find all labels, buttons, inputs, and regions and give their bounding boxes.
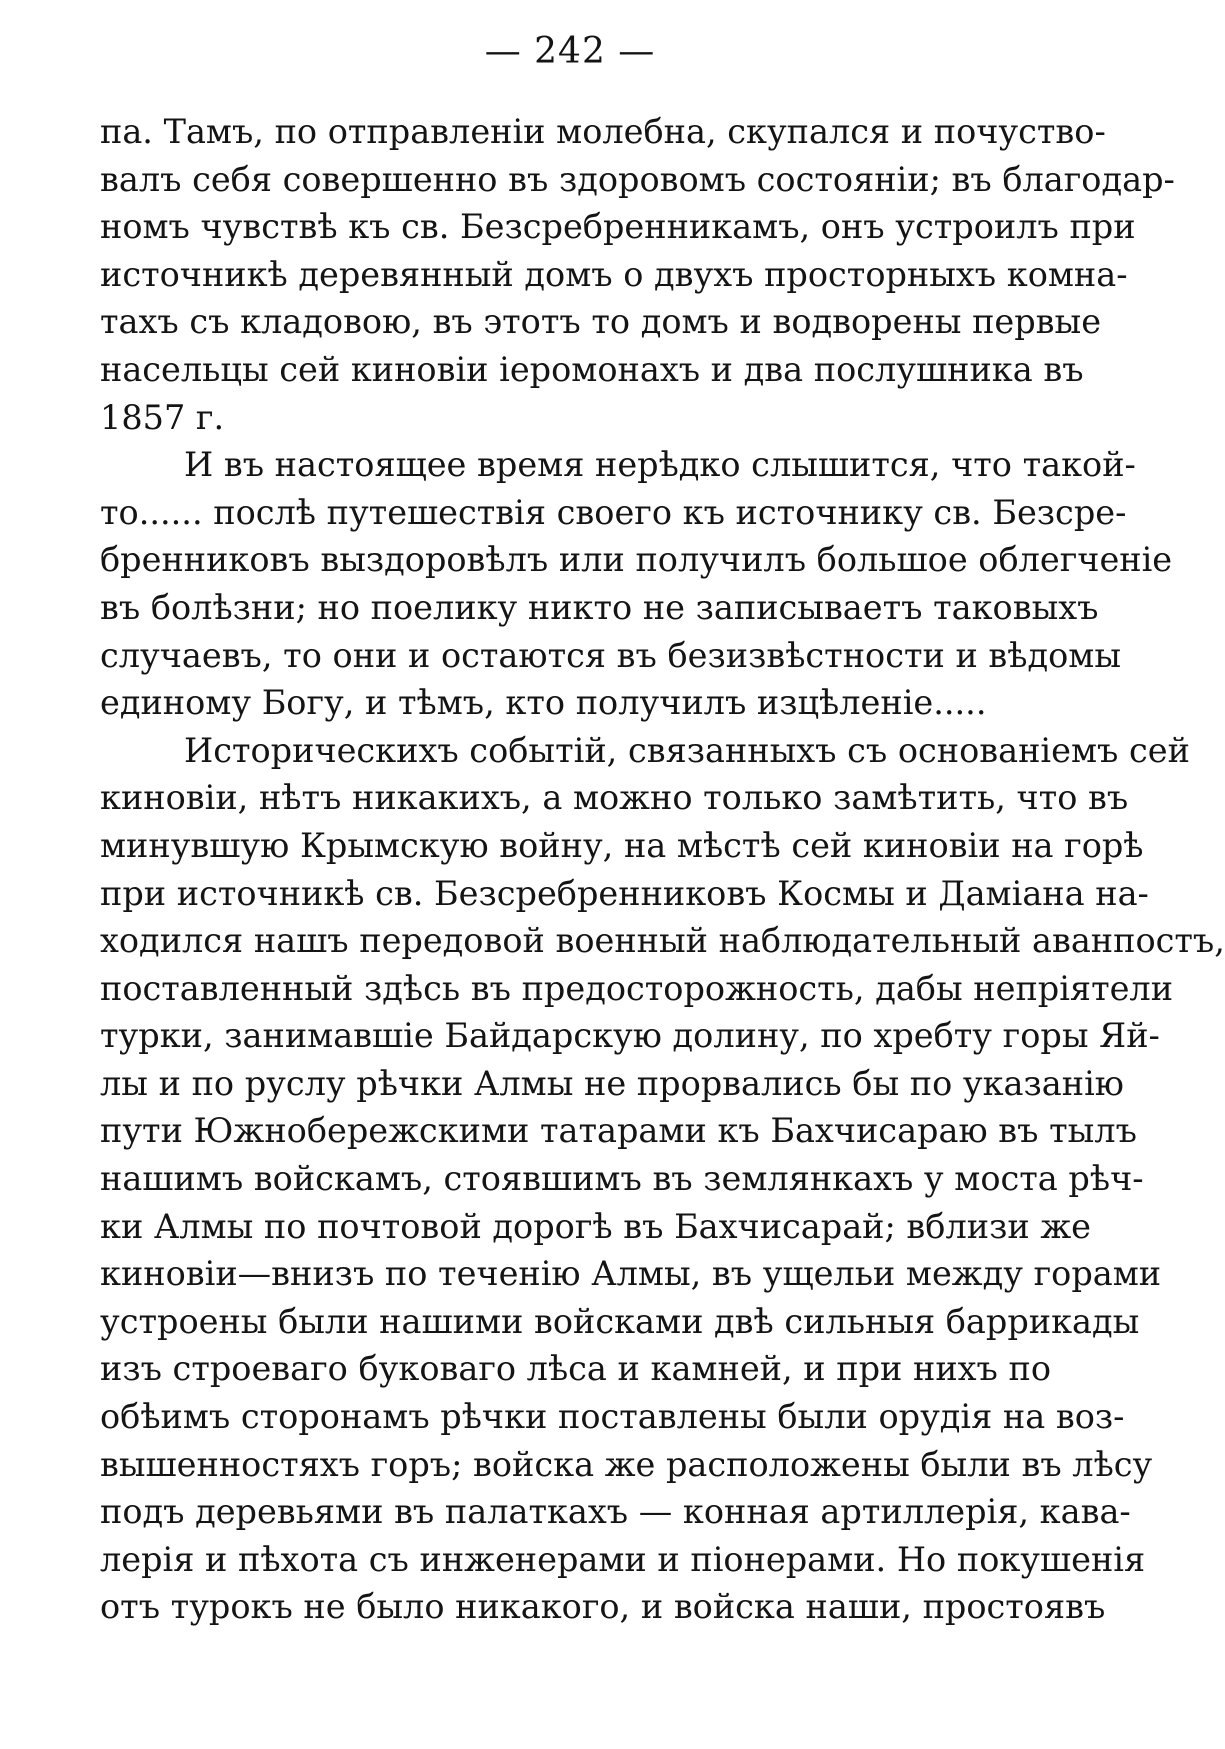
text-line: валъ себя совершенно въ здоровомъ состояніи; въ благодар- [100,159,1175,199]
text-line: обѣимъ сторонамъ рѣчки поставлены были орудія на воз- [100,1397,1125,1437]
text-line: поставленный здѣсь въ предосторожность, дабы непріятели [100,968,1174,1008]
text-line: при источникѣ св. Безсребренниковъ Космы и Даміана на- [100,873,1149,913]
text-line: киновіи, нѣтъ никакихъ, а можно только замѣтить, что въ [100,778,1129,818]
page-number: — 242 — [484,31,656,72]
text-line: 1857 г. [100,397,225,437]
text-line: насельцы сей киновіи іеромонахъ и два послушника въ [100,349,1084,389]
text-line: подъ деревьями въ палаткахъ — конная артиллерія, кава- [100,1492,1131,1532]
text-line: минувшую Крымскую войну, на мѣстѣ сей киновіи на горѣ [100,825,1144,865]
text-line: нашимъ войскамъ, стоявшимъ въ землянкахъ у моста рѣч- [100,1159,1144,1199]
text-line: источникѣ деревянный домъ о двухъ просторныхъ комна- [100,254,1128,294]
text-line: въ болѣзни; но поелику никто не записываетъ таковыхъ [100,587,1099,627]
text-line: то...... послѣ путешествія своего къ источнику св. Безсре- [100,492,1127,532]
text-line: па. Тамъ, по отправленіи молебна, скупался и почуство- [100,112,1106,151]
text-line: ки Алмы по почтовой дорогѣ въ Бахчисарай; вблизи же [100,1206,1091,1246]
text-line: пути Южнобережскими татарами къ Бахчисараю въ тылъ [100,1111,1137,1151]
text-line: лы и по руслу рѣчки Алмы не прорвались бы по указанію [100,1063,1124,1103]
text-line: вышенностяхъ горъ; войска же расположены были въ лѣсу [100,1444,1153,1484]
text-line: случаевъ, то они и остаются въ безизвѣстности и вѣдомы [100,635,1122,675]
text-line: отъ турокъ не было никакого, и войска наши, простоявъ [100,1587,1106,1627]
text-line: Историческихъ событій, связанныхъ съ основаніемъ сей [184,730,1190,770]
text-line: единому Богу, и тѣмъ, кто получилъ изцѣленіе..... [100,683,987,723]
text-line: киновіи—внизъ по теченію Алмы, въ ущельи между горами [100,1254,1162,1294]
body-text [100,108,1225,1631]
text-line: турки, занимавшіе Байдарскую долину, по хребту горы Яй- [100,1016,1160,1056]
text-line: устроены были нашими войсками двѣ сильныя баррикады [100,1301,1140,1341]
text-line: номъ чувствѣ къ св. Безсребренникамъ, онъ устроилъ при [100,207,1136,247]
text-line: изъ строеваго буковаго лѣса и камней, и при нихъ по [100,1349,1052,1389]
text-line: ходился нашъ передовой военный наблюдательный аванпостъ, [100,921,1225,961]
text-line: тахъ съ кладовою, въ этотъ то домъ и водворены первые [100,302,1102,342]
text-line: бренниковъ выздоровѣлъ или получилъ большое облегченіе [100,540,1173,580]
text-line: И въ настоящее время нерѣдко слышится, что такой- [184,445,1136,485]
text-line: лерія и пѣхота съ инженерами и піонерами. Но покушенія [100,1539,1146,1579]
